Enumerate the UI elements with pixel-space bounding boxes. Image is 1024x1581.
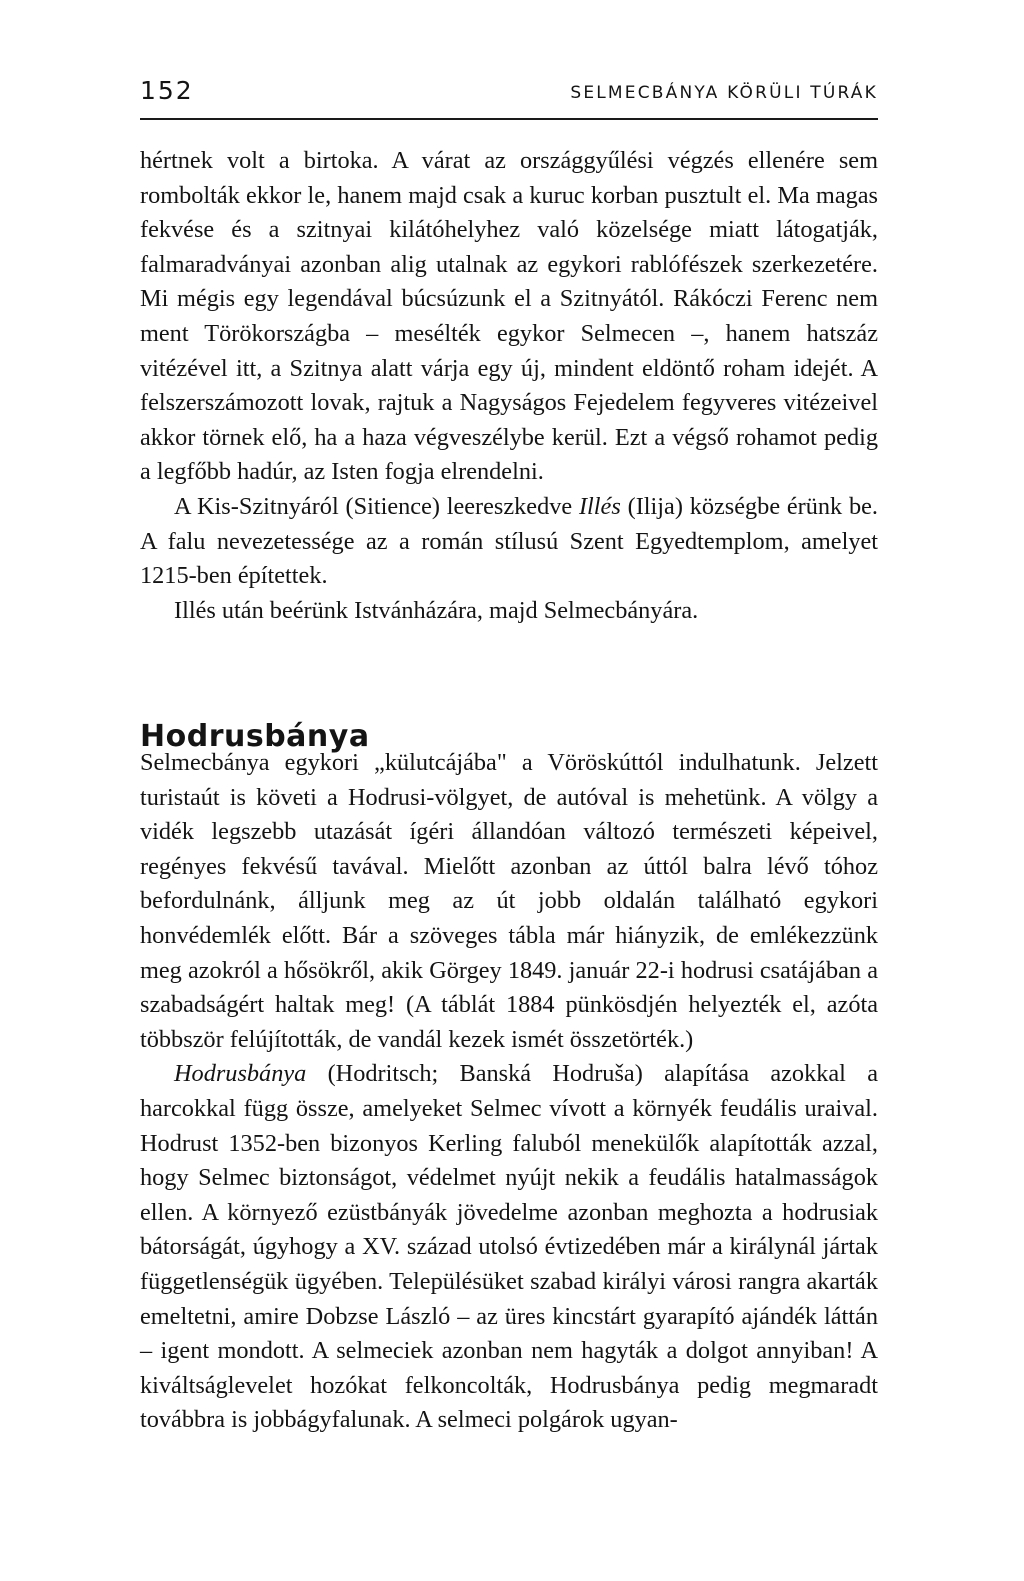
text-run: (Ilija) községbe érünk be. A falu nevezetessége az a román stílusú Szent Egyedtemplom, amelyet 1215-ben építettek. bbox=[140, 492, 878, 590]
paragraph bbox=[140, 490, 878, 594]
text-run: A Kis-Szitnyáról (Sitience) leereszkedve bbox=[174, 492, 579, 520]
text-run: (Hodritsch; Banská Hodruša) alapítása azokkal a harcokkal függ össze, amelyeket Selmec vívott a környék feudális uraival. Hodrust 1352-ben bizonyos Kerling faluból menekülők alapították azzal, hogy Selmec biztonságot, védelmet nyújt nekik a feudális hatalmasságok ellen. A környező ezüstbányák jövedelme azonban meghozta a hodrusiak bátorságát, úgyhogy a XV. század utolsó évtizedében már a királynál jártak függetlenségük ügyében. Településüket szabad királyi városi rangra akarták emeltetni, amire Dobzse László – az üres kincstárt gyarapító ajándék láttán – igent mondott. A selmeciek azonban nem hagyták a dolgot annyiban! A kiváltságlevelet hozókat felkoncolták, Hodrusbánya pedig megmaradt továbbra is jobbágyfalunak. A selmeci polgárok ugyan- bbox=[140, 1060, 878, 1434]
section-heading: Hodrusbánya bbox=[140, 718, 370, 754]
text-block-bottom bbox=[140, 746, 878, 1438]
text-block-top bbox=[140, 144, 878, 628]
paragraph: hértnek volt a birtoka. A várat az országgyűlési végzés ellenére sem rombolták ekkor le, hanem majd csak a kuruc korban pusztult el. Ma magas fekvése és a szitnyai kilátóhelyhez való közelsége miatt látogatják, falmaradványai azonban alig utalnak az egykori rablófészek szerkezetére. Mi mégis egy legendával búcsúzunk el a Szitnyától. Rákóczi Ferenc nem ment Törökországba – mesélték egykor Selmecen –, hanem hatszáz vitézével itt, a Szitnya alatt várja egy új, mindent eldöntő roham idejét. A felszerszámozott lovak, rajtuk a Nagyságos Fejedelem fegyveres vitézeivel akkor törnek elő, ha a haza végveszélybe kerül. Ezt a végső rohamot pedig a legfőbb hadúr, az Isten fogja elrendelni. bbox=[140, 147, 878, 486]
page-header bbox=[140, 74, 878, 120]
italic-place-name: Illés bbox=[578, 492, 621, 520]
italic-place-name: Hodrusbánya bbox=[174, 1060, 307, 1088]
running-head: SELMECBÁNYA KÖRÜLI TÚRÁK bbox=[570, 83, 878, 103]
paragraph: Illés után beérünk Istvánházára, majd Selmecbányára. bbox=[174, 596, 699, 624]
page-number: 152 bbox=[140, 76, 194, 105]
paragraph bbox=[140, 1057, 878, 1438]
paragraph: Selmecbánya egykori „külutcájába" a Vöröskúttól indulhatunk. Jelzett turistaút is követi a Hodrusi-völgyet, de autóval is mehetünk. A völgy a vidék legszebb utazását ígéri állandóan változó természeti képeivel, regényes fekvésű tavával. Mielőtt azonban az úttól balra lévő tóhoz befordulnánk, álljunk meg az út jobb oldalán található egykori honvédemlék előtt. Bár a szöveges tábla már hiányzik, de emlékezzünk meg azokról a hősökről, akik Görgey 1849. január 22-i hodrusi csatájában a szabadságért haltak meg! (A táblát 1884 pünkösdjén helyezték el, azóta többször felújították, de vandál kezek ismét összetörték.) bbox=[140, 749, 878, 1053]
